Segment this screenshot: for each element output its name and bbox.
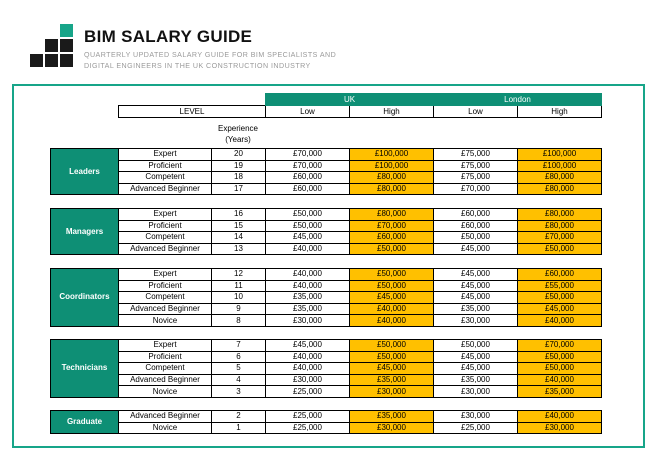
cell-uk-low: £25,000: [266, 411, 350, 423]
table-row: [51, 411, 602, 423]
cell-ldn-low: £25,000: [434, 422, 518, 434]
cell-uk-high: £40,000: [350, 315, 434, 327]
table-row: [51, 149, 602, 161]
cell-years: 5: [212, 363, 266, 375]
cell-ldn-low: £60,000: [434, 209, 518, 221]
cell-years: 15: [212, 220, 266, 232]
cell-uk-low: £40,000: [266, 269, 350, 281]
cell-uk-high: £80,000: [350, 172, 434, 184]
cell-years: 14: [212, 232, 266, 244]
table-row: [51, 172, 602, 184]
cell-uk-high: £70,000: [350, 220, 434, 232]
cell-level: Expert: [119, 209, 212, 221]
cell-years: 17: [212, 183, 266, 195]
cell-uk-low: £25,000: [266, 422, 350, 434]
cell-level: Expert: [119, 149, 212, 161]
cell-level: Novice: [119, 422, 212, 434]
cell-uk-low: £40,000: [266, 243, 350, 255]
group-label: Graduate: [51, 411, 119, 434]
cell-uk-low: £30,000: [266, 315, 350, 327]
cell-uk-high: £50,000: [350, 280, 434, 292]
cell-ldn-high: £50,000: [518, 243, 602, 255]
table-row: [51, 160, 602, 172]
cell-uk-high: £100,000: [350, 149, 434, 161]
cell-years: 4: [212, 374, 266, 386]
cell-ldn-low: £45,000: [434, 292, 518, 304]
cell-level: Proficient: [119, 160, 212, 172]
cell-years: 18: [212, 172, 266, 184]
table-row: [51, 351, 602, 363]
group-coordinators: [50, 268, 602, 327]
cell-ldn-high: £100,000: [518, 149, 602, 161]
cell-level: Competent: [119, 363, 212, 375]
cell-uk-high: £45,000: [350, 363, 434, 375]
cell-ldn-high: £100,000: [518, 160, 602, 172]
table-row: [51, 292, 602, 304]
cell-uk-high: £50,000: [350, 340, 434, 352]
cell-level: Competent: [119, 172, 212, 184]
cell-years: 10: [212, 292, 266, 304]
cell-ldn-high: £40,000: [518, 374, 602, 386]
uk-low-header: Low: [266, 106, 350, 118]
cell-uk-low: £50,000: [266, 209, 350, 221]
cell-years: 8: [212, 315, 266, 327]
cell-uk-low: £45,000: [266, 340, 350, 352]
cell-uk-low: £35,000: [266, 292, 350, 304]
cell-ldn-low: £70,000: [434, 183, 518, 195]
cell-uk-low: £40,000: [266, 363, 350, 375]
cell-uk-high: £45,000: [350, 292, 434, 304]
cell-level: Advanced Beginner: [119, 303, 212, 315]
subtitle-line-1: QUARTERLY UPDATED SALARY GUIDE FOR BIM SPECIALISTS AND: [84, 51, 337, 59]
cell-level: Proficient: [119, 280, 212, 292]
cell-ldn-high: £80,000: [518, 209, 602, 221]
london-low-header: Low: [434, 106, 518, 118]
cell-uk-low: £40,000: [266, 280, 350, 292]
group-label: Technicians: [51, 340, 119, 398]
group-label: Managers: [51, 209, 119, 255]
group-technicians: [50, 339, 602, 398]
cell-uk-high: £30,000: [350, 422, 434, 434]
table-row: [51, 209, 602, 221]
cell-years: 20: [212, 149, 266, 161]
group-table: [50, 208, 602, 255]
experience-column-header: Experience (Years): [217, 124, 259, 144]
level-column-header: LEVEL: [119, 106, 266, 118]
cell-years: 16: [212, 209, 266, 221]
table-row: [51, 269, 602, 281]
cell-years: 9: [212, 303, 266, 315]
cell-years: 13: [212, 243, 266, 255]
cell-ldn-low: £35,000: [434, 303, 518, 315]
group-managers: [50, 208, 602, 255]
table-row: [51, 340, 602, 352]
cell-uk-low: £60,000: [266, 183, 350, 195]
subtitle-line-2: DIGITAL ENGINEERS IN THE UK CONSTRUCTION INDUSTRY: [84, 62, 311, 70]
cell-uk-low: £50,000: [266, 220, 350, 232]
page-subtitle: [84, 50, 336, 72]
table-row: [51, 280, 602, 292]
cell-level: Novice: [119, 315, 212, 327]
cell-uk-low: £70,000: [266, 149, 350, 161]
cell-ldn-high: £55,000: [518, 280, 602, 292]
group-graduate: [50, 410, 602, 434]
group-table: [50, 148, 602, 195]
cell-ldn-low: £45,000: [434, 269, 518, 281]
table-row: [51, 374, 602, 386]
page-title: BIM SALARY GUIDE: [84, 27, 253, 46]
cell-years: 1: [212, 422, 266, 434]
group-table: [50, 268, 602, 327]
cell-ldn-low: £30,000: [434, 386, 518, 398]
cell-ldn-high: £50,000: [518, 292, 602, 304]
cell-uk-high: £50,000: [350, 351, 434, 363]
cell-ldn-low: £35,000: [434, 374, 518, 386]
table-row: [51, 232, 602, 244]
cell-level: Expert: [119, 340, 212, 352]
cell-level: Proficient: [119, 351, 212, 363]
cell-ldn-high: £35,000: [518, 386, 602, 398]
cell-ldn-low: £45,000: [434, 243, 518, 255]
table-row: [51, 243, 602, 255]
cell-uk-low: £60,000: [266, 172, 350, 184]
cell-ldn-high: £80,000: [518, 220, 602, 232]
cell-ldn-high: £45,000: [518, 303, 602, 315]
cell-uk-low: £45,000: [266, 232, 350, 244]
table-row: [51, 220, 602, 232]
cell-uk-low: £35,000: [266, 303, 350, 315]
cell-ldn-low: £30,000: [434, 315, 518, 327]
table-row: [51, 183, 602, 195]
cell-ldn-low: £50,000: [434, 340, 518, 352]
cell-uk-high: £80,000: [350, 209, 434, 221]
cell-ldn-high: £50,000: [518, 363, 602, 375]
cell-level: Advanced Beginner: [119, 374, 212, 386]
cell-ldn-high: £30,000: [518, 422, 602, 434]
cell-ldn-low: £75,000: [434, 149, 518, 161]
london-high-header: High: [518, 106, 602, 118]
region-uk: UK: [266, 94, 434, 106]
cell-level: Advanced Beginner: [119, 411, 212, 423]
cell-uk-high: £35,000: [350, 411, 434, 423]
cell-years: 3: [212, 386, 266, 398]
cell-level: Proficient: [119, 220, 212, 232]
cell-uk-high: £60,000: [350, 232, 434, 244]
cell-uk-high: £40,000: [350, 303, 434, 315]
group-table: [50, 410, 602, 434]
cell-ldn-low: £45,000: [434, 363, 518, 375]
region-london: London: [434, 94, 602, 106]
cell-years: 7: [212, 340, 266, 352]
cell-ldn-high: £50,000: [518, 351, 602, 363]
cell-level: Advanced Beginner: [119, 183, 212, 195]
group-label: Leaders: [51, 149, 119, 195]
cell-ldn-low: £45,000: [434, 280, 518, 292]
cell-years: 11: [212, 280, 266, 292]
cell-ldn-high: £70,000: [518, 340, 602, 352]
cell-years: 6: [212, 351, 266, 363]
cell-ldn-low: £60,000: [434, 220, 518, 232]
cell-level: Competent: [119, 292, 212, 304]
table-row: [51, 315, 602, 327]
group-label: Coordinators: [51, 269, 119, 327]
table-row: [51, 303, 602, 315]
cell-ldn-low: £75,000: [434, 160, 518, 172]
cell-uk-low: £40,000: [266, 351, 350, 363]
group-table: [50, 339, 602, 398]
cell-level: Competent: [119, 232, 212, 244]
cell-ldn-high: £40,000: [518, 411, 602, 423]
cell-uk-high: £35,000: [350, 374, 434, 386]
cell-uk-low: £25,000: [266, 386, 350, 398]
cell-ldn-low: £45,000: [434, 351, 518, 363]
uk-high-header: High: [350, 106, 434, 118]
table-row: [51, 386, 602, 398]
cell-ldn-low: £75,000: [434, 172, 518, 184]
cell-years: 19: [212, 160, 266, 172]
cell-uk-high: £80,000: [350, 183, 434, 195]
cell-ldn-high: £70,000: [518, 232, 602, 244]
table-row: [51, 422, 602, 434]
cell-level: Expert: [119, 269, 212, 281]
cell-ldn-high: £80,000: [518, 172, 602, 184]
cell-ldn-high: £60,000: [518, 269, 602, 281]
cell-uk-low: £30,000: [266, 374, 350, 386]
cell-ldn-low: £30,000: [434, 411, 518, 423]
cell-ldn-low: £50,000: [434, 232, 518, 244]
cell-uk-high: £50,000: [350, 243, 434, 255]
cell-years: 2: [212, 411, 266, 423]
cell-uk-high: £50,000: [350, 269, 434, 281]
table-row: [51, 363, 602, 375]
cell-uk-high: £100,000: [350, 160, 434, 172]
cell-years: 12: [212, 269, 266, 281]
cell-level: Novice: [119, 386, 212, 398]
cell-ldn-high: £40,000: [518, 315, 602, 327]
cell-level: Advanced Beginner: [119, 243, 212, 255]
group-leaders: [50, 148, 602, 195]
logo-icon: [30, 24, 74, 68]
cell-uk-low: £70,000: [266, 160, 350, 172]
cell-uk-high: £30,000: [350, 386, 434, 398]
cell-ldn-high: £80,000: [518, 183, 602, 195]
salary-table-header: [118, 93, 602, 118]
